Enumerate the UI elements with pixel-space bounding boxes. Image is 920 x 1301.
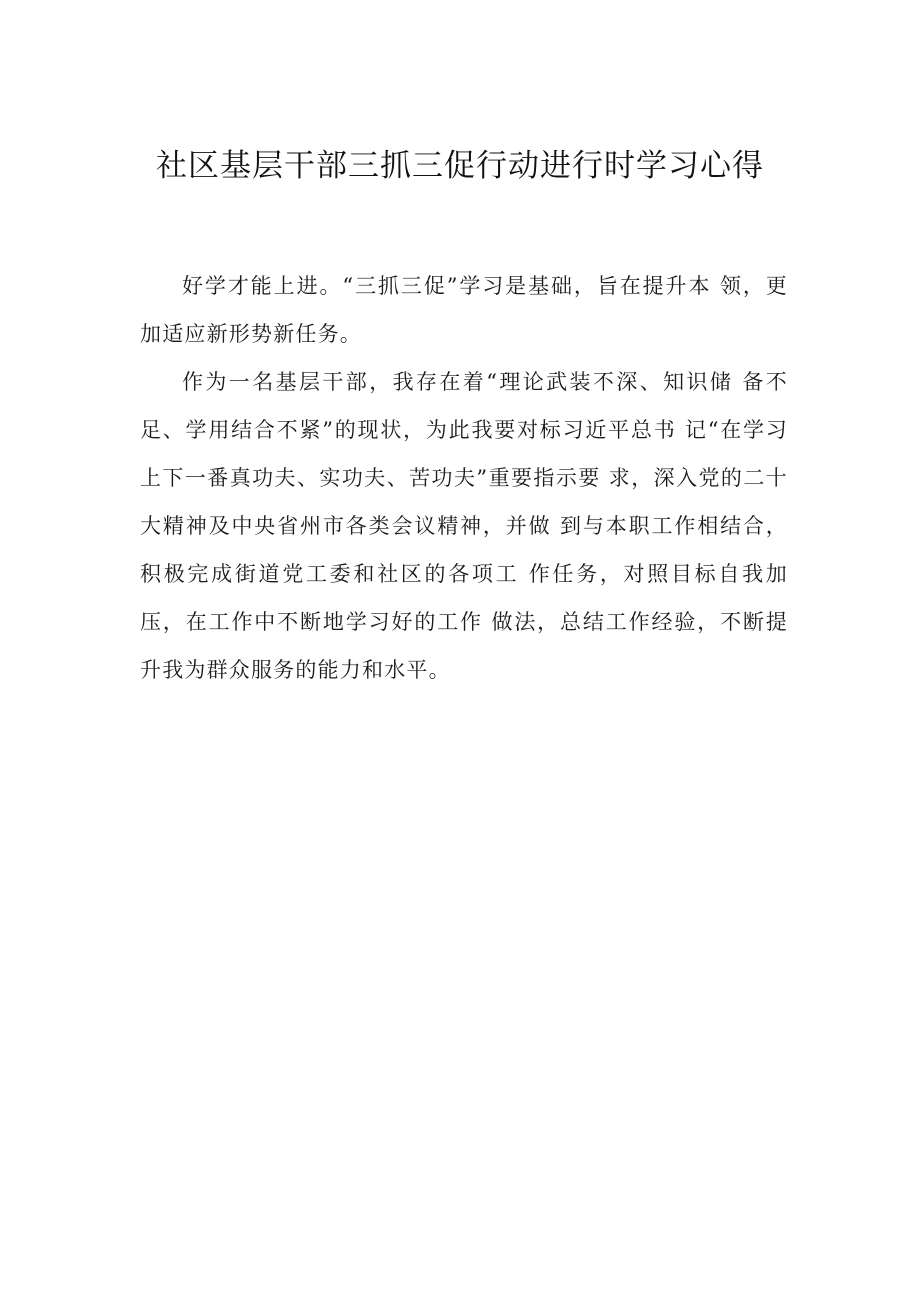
document-title: 社区基层干部三抓三促行动进行时学习心得 [156,148,764,184]
document-body [140,262,788,694]
paragraph-2: 作为一名基层干部，我存在着“理论武装不深、知识储 备不足、学用结合不紧”的现状，为此我要对标习近平总书 记“在学习上下一番真功夫、实功夫、苦功夫”重要指示要 求，深入党的二十大精神及中央省州市各类会议精神，并做 到与本职工作相结合，积极完成街道党工委和社区的各项工 作任务，对照目标自我加压，在工作中不断地学习好的工作 做法，总结工作经验，不断提升我为群众服务的能力和水平。 [140,370,788,682]
paragraph-1: 好学才能上进。“三抓三促”学习是基础，旨在提升本 领，更加适应新形势新任务。 [140,274,788,346]
